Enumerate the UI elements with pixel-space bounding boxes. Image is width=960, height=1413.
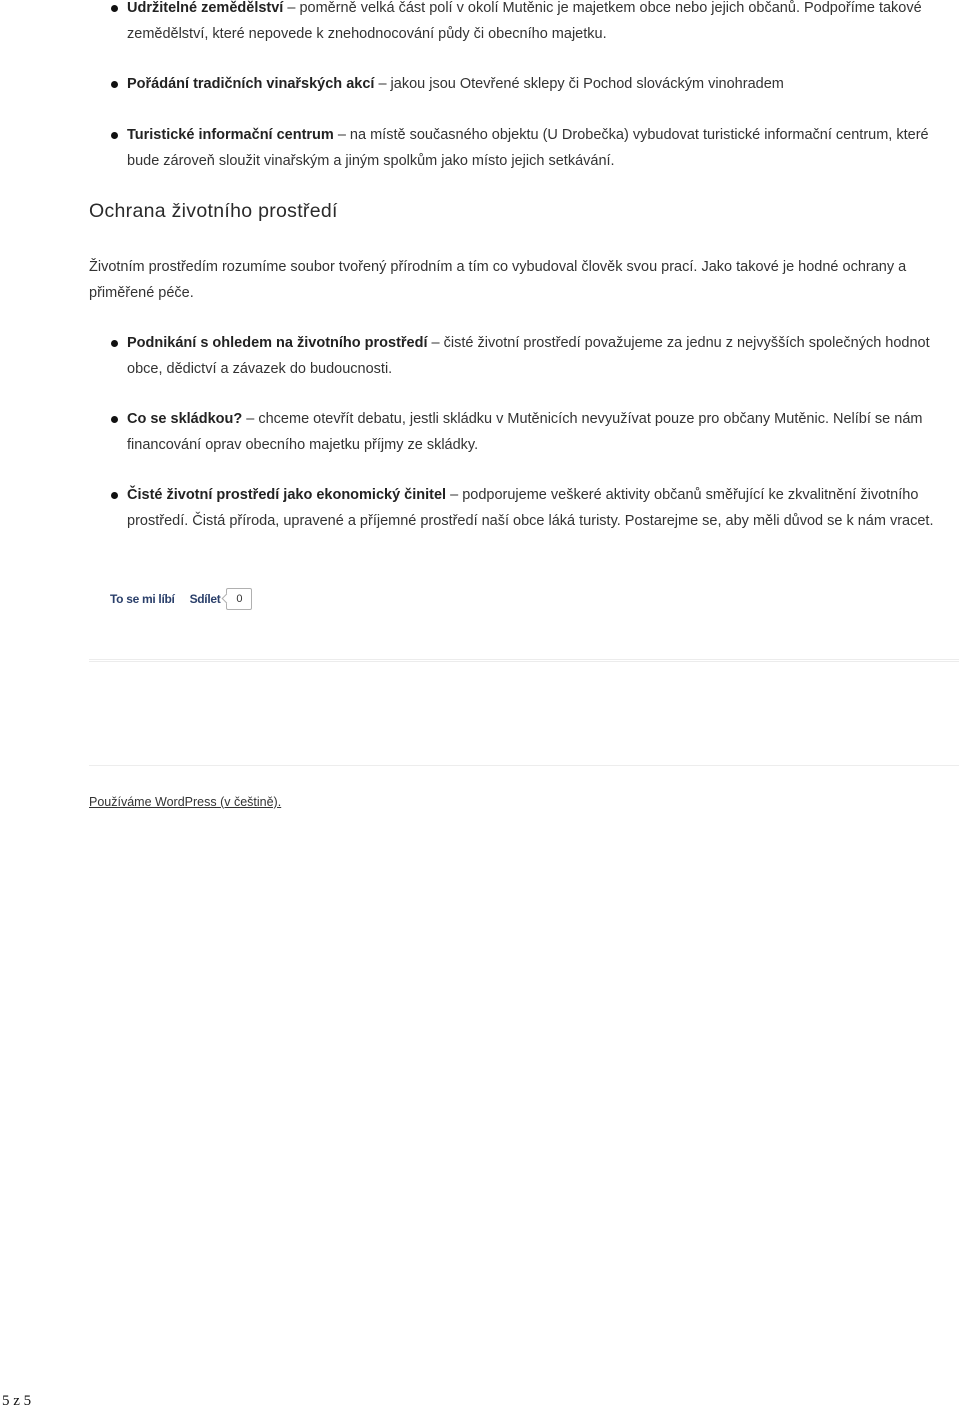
list-item-title: Co se skládkou? <box>127 411 243 427</box>
list-item <box>89 482 959 534</box>
list-item <box>89 330 959 382</box>
bullet-icon <box>111 416 118 423</box>
list-item-title: Podnikání s ohledem na životního prostředí <box>127 335 428 351</box>
like-button[interactable]: To se mi líbí <box>110 592 175 606</box>
section-intro: Životním prostředím rozumíme soubor tvořený přírodním a tím co vybudoval člověk svou prací. Jako takové je hodné ochrany a přiměřené péče. <box>89 259 907 301</box>
bullet-icon <box>111 132 118 139</box>
section-heading: Ochrana životního prostředí <box>89 200 338 222</box>
list-item-text: – chceme otevřít debatu, jestli skládku v Mutěnicích nevyužívat pouze pro občany Mutěnic. Nelíbí se nám financování oprav obecního majetku příjmy ze skládky. <box>127 411 923 453</box>
list-item-text: – čisté životní prostředí považujeme za jednu z nejvyšších společných hodnot obce, dědictví a závazek do budoucnosti. <box>127 335 930 377</box>
list-item-text: – poměrně velká část polí v okolí Mutěnic je majetkem obce nebo jejich občanů. Podpoříme takové zemědělství, které nepovede k znehodnocování půdy či obecního majetku. <box>127 0 922 42</box>
share-count-value: 0 <box>226 588 252 610</box>
list-item <box>89 0 959 47</box>
list-item <box>89 122 959 174</box>
divider <box>89 659 959 662</box>
bullet-icon <box>111 340 118 347</box>
share-count <box>226 588 252 610</box>
list-item-title: Udržitelné zemědělství <box>127 0 284 16</box>
list-item-title: Pořádání tradičních vinařských akcí <box>127 76 375 92</box>
list-item-title: Turistické informační centrum <box>127 127 334 143</box>
bullet-icon <box>111 5 118 12</box>
list-item-text: – podporujeme veškeré aktivity občanů směřující ke zkvalitnění životního prostředí. Čistá příroda, upravené a příjemné prostředí naší obce láká turisty. Postarejme se, aby měli důvod se k nám vracet. <box>127 487 934 529</box>
page-number: 5 z 5 <box>2 1393 32 1409</box>
share-button[interactable]: Sdílet <box>189 592 221 606</box>
bullet-icon <box>111 81 118 88</box>
bullet-icon <box>111 492 118 499</box>
list-item <box>89 71 959 97</box>
list-item-title: Čisté životní prostředí jako ekonomický činitel <box>127 487 447 503</box>
share-bar <box>110 588 252 610</box>
list-item <box>89 406 959 458</box>
divider <box>89 765 959 766</box>
list-item-text: – na místě současného objektu (U Drobečka) vybudovat turistické informační centrum, které bude zároveň sloužit vinařským a jiným spolkům jako místo jejich setkávání. <box>127 127 929 169</box>
list-item-text: – jakou jsou Otevřené sklepy či Pochod slováckým vinohradem <box>374 76 784 92</box>
footer-wordpress-link[interactable]: Používáme WordPress (v češtině). <box>89 795 282 809</box>
